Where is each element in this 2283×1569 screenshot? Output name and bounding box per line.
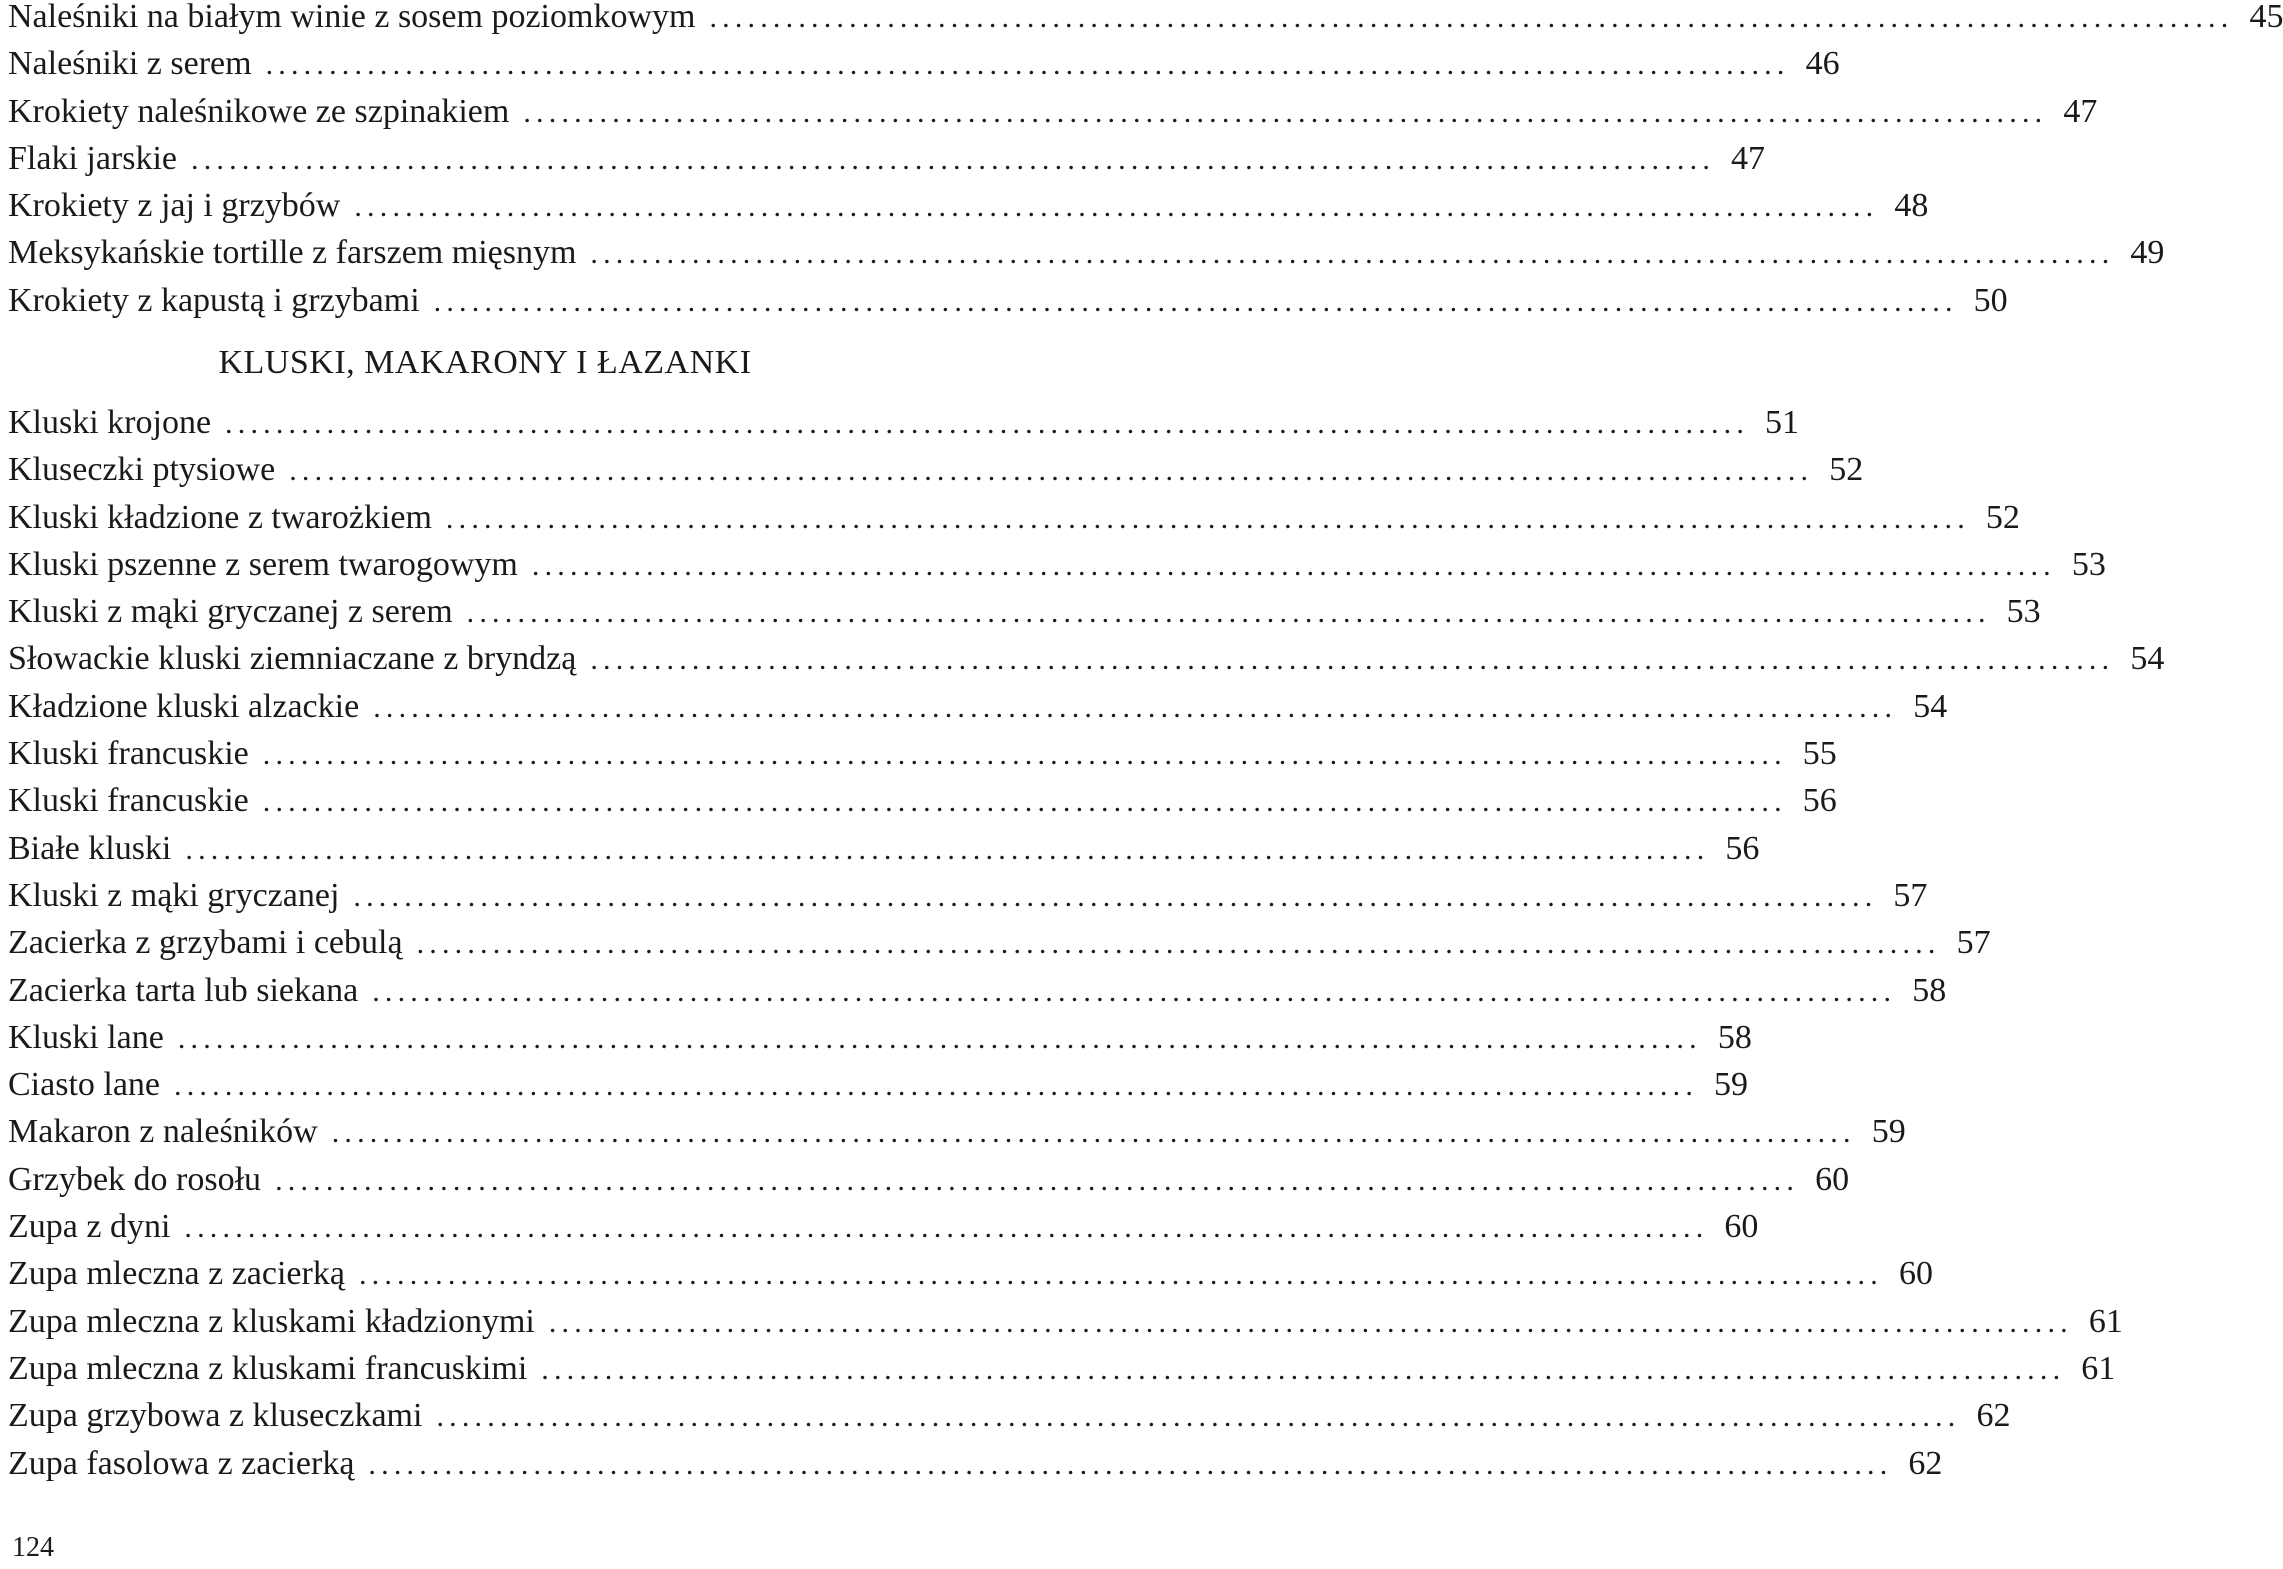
toc-entry-page: 61 xyxy=(2088,1302,2123,1340)
toc-entry xyxy=(8,545,2106,595)
dot-leader: ........................................................................................................................ xyxy=(225,407,1750,440)
dot-leader: ........................................................................................................................ xyxy=(372,974,1897,1008)
toc-entry-page: 59 xyxy=(1871,1113,1906,1151)
toc-entry-title: Zacierka z grzybami i cebulą xyxy=(8,924,403,962)
toc-entry xyxy=(8,1444,1943,1494)
toc-entry xyxy=(8,139,1766,189)
toc-entry xyxy=(8,971,1947,1021)
toc-entry-page: 46 xyxy=(1805,45,1840,83)
toc-entry xyxy=(8,0,2283,47)
toc-entry-title: Kluski krojone xyxy=(8,404,212,441)
toc-entry xyxy=(8,687,1948,737)
toc-list-section xyxy=(8,404,2165,1494)
dot-leader: ........................................................................................................................ xyxy=(174,1069,1699,1103)
toc-entry xyxy=(8,782,1837,831)
toc-entry-page: 56 xyxy=(1802,782,1837,820)
dot-leader: ........................................................................................................................ xyxy=(262,738,1787,772)
toc-entry-page: 47 xyxy=(1731,139,1766,177)
toc-entry-title: Krokiety naleśnikowe ze szpinakiem xyxy=(8,92,510,130)
toc-entry-page: 57 xyxy=(1956,924,1991,962)
toc-entry-page: 48 xyxy=(1894,187,1929,225)
toc-entry-page: 50 xyxy=(1973,281,2008,319)
toc-entry-title: Zupa grzybowa z kluseczkami xyxy=(8,1397,423,1435)
dot-leader: ........................................................................................................................ xyxy=(709,1,2234,34)
toc-entry xyxy=(8,1255,1933,1304)
toc-entry xyxy=(8,1018,1752,1068)
toc-entry-page: 53 xyxy=(2006,593,2041,631)
dot-leader: ........................................................................................................................ xyxy=(368,1447,1893,1481)
dot-leader: ........................................................................................................................ xyxy=(466,596,1991,630)
toc-entry-page: 54 xyxy=(2130,640,2165,678)
toc-entry xyxy=(8,593,2041,642)
toc-entry-page: 60 xyxy=(1815,1160,1850,1198)
toc-entry xyxy=(8,1397,2011,1446)
dot-leader: ........................................................................................................................ xyxy=(531,548,2056,582)
toc-entry-page: 62 xyxy=(1976,1397,2011,1435)
toc-entry-title: Naleśniki na białym winie z sosem poziomkowym xyxy=(8,0,696,35)
toc-entry xyxy=(8,829,1760,879)
toc-entry-page: 55 xyxy=(1802,735,1837,773)
toc-entry xyxy=(8,281,2008,331)
toc-entry xyxy=(8,498,2020,548)
toc-entry-title: Ciasto lane xyxy=(8,1066,161,1104)
toc-entry-title: Kluski z mąki gryczanej xyxy=(8,876,340,914)
toc-entry-page: 52 xyxy=(1985,498,2020,536)
toc-entry-page: 51 xyxy=(1765,404,1800,441)
toc-entry-title: Kluski kładzione z twarożkiem xyxy=(8,498,432,536)
toc-entry-title: Meksykańskie tortille z farszem mięsnym xyxy=(8,234,577,272)
toc-entry-title: Zupa mleczna z kluskami francuskimi xyxy=(8,1349,528,1387)
toc-entry-title: Kluski z mąki gryczanej z serem xyxy=(8,593,453,631)
toc-entry-page: 60 xyxy=(1898,1255,1933,1293)
dot-leader: ........................................................................................................................ xyxy=(436,1400,1961,1434)
toc-entry-title: Kluski francuskie xyxy=(8,782,249,820)
toc-entry xyxy=(8,1160,1850,1210)
toc-entry-page: 47 xyxy=(2063,92,2098,130)
toc-entry xyxy=(8,451,1864,500)
toc-entry xyxy=(8,1113,1906,1162)
toc-entry-title: Słowackie kluski ziemniaczane z bryndzą xyxy=(8,640,577,678)
dot-leader: ........................................................................................................................ xyxy=(177,1021,1702,1055)
toc-entry-title: Zupa fasolowa z zacierką xyxy=(8,1444,355,1482)
toc-entry-title: Kluski lane xyxy=(8,1018,164,1056)
toc-entry-title: Białe kluski xyxy=(8,829,172,867)
dot-leader: ........................................................................................................................ xyxy=(445,501,1970,535)
toc-entry-page: 56 xyxy=(1725,829,1760,867)
toc-entry-title: Kluski pszenne z serem twarogowym xyxy=(8,545,518,583)
toc-entry-page: 58 xyxy=(1912,971,1947,1009)
toc-entry xyxy=(8,924,1991,973)
toc-entry xyxy=(8,1066,1749,1115)
dot-leader: ........................................................................................................................ xyxy=(358,1258,1883,1292)
toc-entry xyxy=(8,876,1928,926)
toc-entry xyxy=(8,640,2165,689)
toc-entry-title: Makaron z naleśników xyxy=(8,1113,318,1151)
toc-entry-page: 52 xyxy=(1829,451,1864,489)
dot-leader: ........................................................................................................................ xyxy=(523,95,2048,129)
dot-leader: ........................................................................................................................ xyxy=(331,1116,1856,1150)
toc-entry xyxy=(8,45,1840,94)
dot-leader: ........................................................................................................................ xyxy=(541,1352,2066,1386)
dot-leader: ........................................................................................................................ xyxy=(373,690,1898,724)
toc-entry-title: Naleśniki z serem xyxy=(8,45,252,83)
toc-entry xyxy=(8,735,1837,784)
toc-entry-title: Kluseczki ptysiowe xyxy=(8,451,276,489)
toc-entry xyxy=(8,1208,1759,1257)
toc-entry xyxy=(8,92,2098,142)
toc-entry-title: Zupa z dyni xyxy=(8,1208,171,1246)
toc-entry-title: Grzybek do rosołu xyxy=(8,1160,262,1198)
dot-leader: ........................................................................................................................ xyxy=(416,927,1941,961)
dot-leader: ........................................................................................................................ xyxy=(262,785,1787,819)
dot-leader: ........................................................................................................................ xyxy=(191,142,1716,176)
toc-entry xyxy=(8,234,2165,283)
toc-entry xyxy=(8,187,1929,236)
page-number: 124 xyxy=(12,1532,54,1563)
dot-leader: ........................................................................................................................ xyxy=(265,48,1790,82)
toc-entry-page: 57 xyxy=(1893,876,1928,914)
dot-leader: ........................................................................................................................ xyxy=(289,454,1814,488)
toc-entry-page: 54 xyxy=(1913,687,1948,725)
toc-entry-page: 49 xyxy=(2130,234,2165,272)
dot-leader: ........................................................................................................................ xyxy=(353,879,1878,913)
toc-entry xyxy=(8,404,1800,453)
dot-leader: ........................................................................................................................ xyxy=(433,284,1958,318)
toc-list-top xyxy=(8,0,2283,331)
dot-leader: ........................................................................................................................ xyxy=(185,832,1710,866)
toc-entry-page: 45 xyxy=(2249,0,2283,35)
dot-leader: ........................................................................................................................ xyxy=(590,237,2115,271)
toc-entry-page: 62 xyxy=(1908,1444,1943,1482)
toc-entry xyxy=(8,1349,2116,1399)
dot-leader: ........................................................................................................................ xyxy=(354,190,1879,224)
section-heading: KLUSKI, MAKARONY I ŁAZANKI xyxy=(218,344,752,381)
toc-entry-page: 59 xyxy=(1714,1066,1749,1104)
toc-entry-title: Kluski francuskie xyxy=(8,735,249,773)
toc-entry-title: Krokiety z jaj i grzybów xyxy=(8,187,341,225)
toc-entry-page: 53 xyxy=(2071,545,2106,583)
toc-entry-title: Kładzione kluski alzackie xyxy=(8,687,360,725)
dot-leader: ........................................................................................................................ xyxy=(590,643,2115,677)
dot-leader: ........................................................................................................................ xyxy=(184,1211,1709,1245)
toc-entry-title: Krokiety z kapustą i grzybami xyxy=(8,281,420,319)
toc-entry-title: Flaki jarskie xyxy=(8,139,178,177)
toc-entry-title: Zupa mleczna z zacierką xyxy=(8,1255,345,1293)
toc-entry-page: 60 xyxy=(1724,1208,1759,1246)
toc-entry xyxy=(8,1302,2123,1352)
toc-entry-title: Zacierka tarta lub siekana xyxy=(8,971,359,1009)
toc-entry-page: 58 xyxy=(1717,1018,1752,1056)
dot-leader: ........................................................................................................................ xyxy=(275,1163,1800,1197)
toc-entry-page: 61 xyxy=(2081,1349,2116,1387)
dot-leader: ........................................................................................................................ xyxy=(548,1305,2073,1339)
toc-entry-title: Zupa mleczna z kluskami kładzionymi xyxy=(8,1302,535,1340)
